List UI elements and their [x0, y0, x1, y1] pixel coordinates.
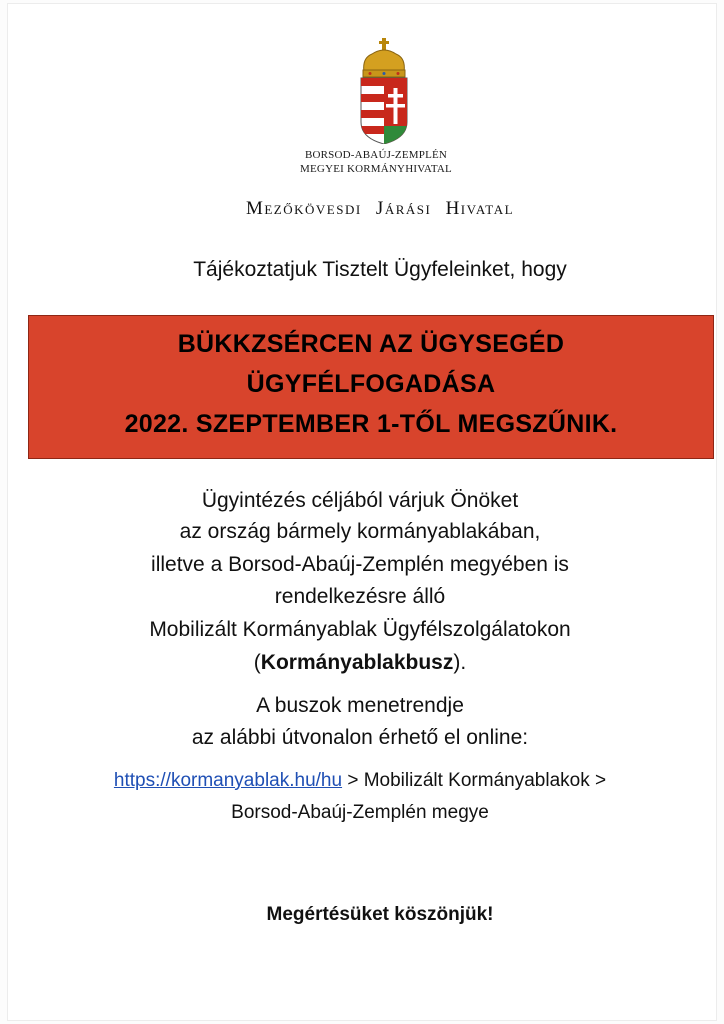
- paren-open: (: [253, 651, 261, 674]
- intro-text: Tájékoztatjuk Tisztelt Ügyfeleinket, hogy: [193, 258, 567, 281]
- body-line-5: Mobilizált Kormányablak Ügyfélszolgálatokon: [149, 618, 571, 641]
- organization-name-line1: BORSOD-ABAÚJ-ZEMPLÉN: [304, 149, 448, 161]
- body-line-2: az ország bármely kormányablakában,: [179, 520, 541, 543]
- schedule-line-1: A buszok menetrendje: [256, 694, 464, 717]
- paren-close: ).: [453, 651, 467, 674]
- body-line-1: Ügyintézés céljából várjuk Önöket: [201, 489, 519, 512]
- office-name: Mezőkövesdi Járási Hivatal: [245, 198, 515, 219]
- body-line-3: illetve a Borsod-Abaúj-Zemplén megyében is: [151, 553, 569, 576]
- organization-name-line2: MEGYEI KORMÁNYHIVATAL: [300, 163, 452, 175]
- body-line-4: rendelkezésre álló: [274, 585, 446, 608]
- schedule-line-2: az alábbi útvonalon érhető el online:: [191, 726, 529, 749]
- coat-of-arms-logo: [356, 38, 412, 144]
- thanks-text: Megértésüket köszönjük!: [266, 904, 494, 925]
- body-line-6: [20, 650, 700, 676]
- website-link[interactable]: https://kormanyablak.hu/hu: [113, 770, 343, 791]
- banner-line-3: 2022. SZEPTEMBER 1-TŐL MEGSZŰNIK.: [124, 410, 618, 438]
- banner-line-2: ÜGYFÉLFOGADÁSA: [246, 370, 496, 398]
- banner-line-1: BÜKKZSÉRCEN AZ ÜGYSEGÉD: [177, 330, 565, 358]
- service-name-bold: Kormányablakbusz: [260, 651, 454, 674]
- path-breadcrumb: > Mobilizált Kormányablakok >: [342, 770, 607, 791]
- path-line-1: [20, 768, 700, 794]
- announcement-banner: [28, 315, 714, 459]
- path-line-2: Borsod-Abaúj-Zemplén megye: [231, 802, 489, 823]
